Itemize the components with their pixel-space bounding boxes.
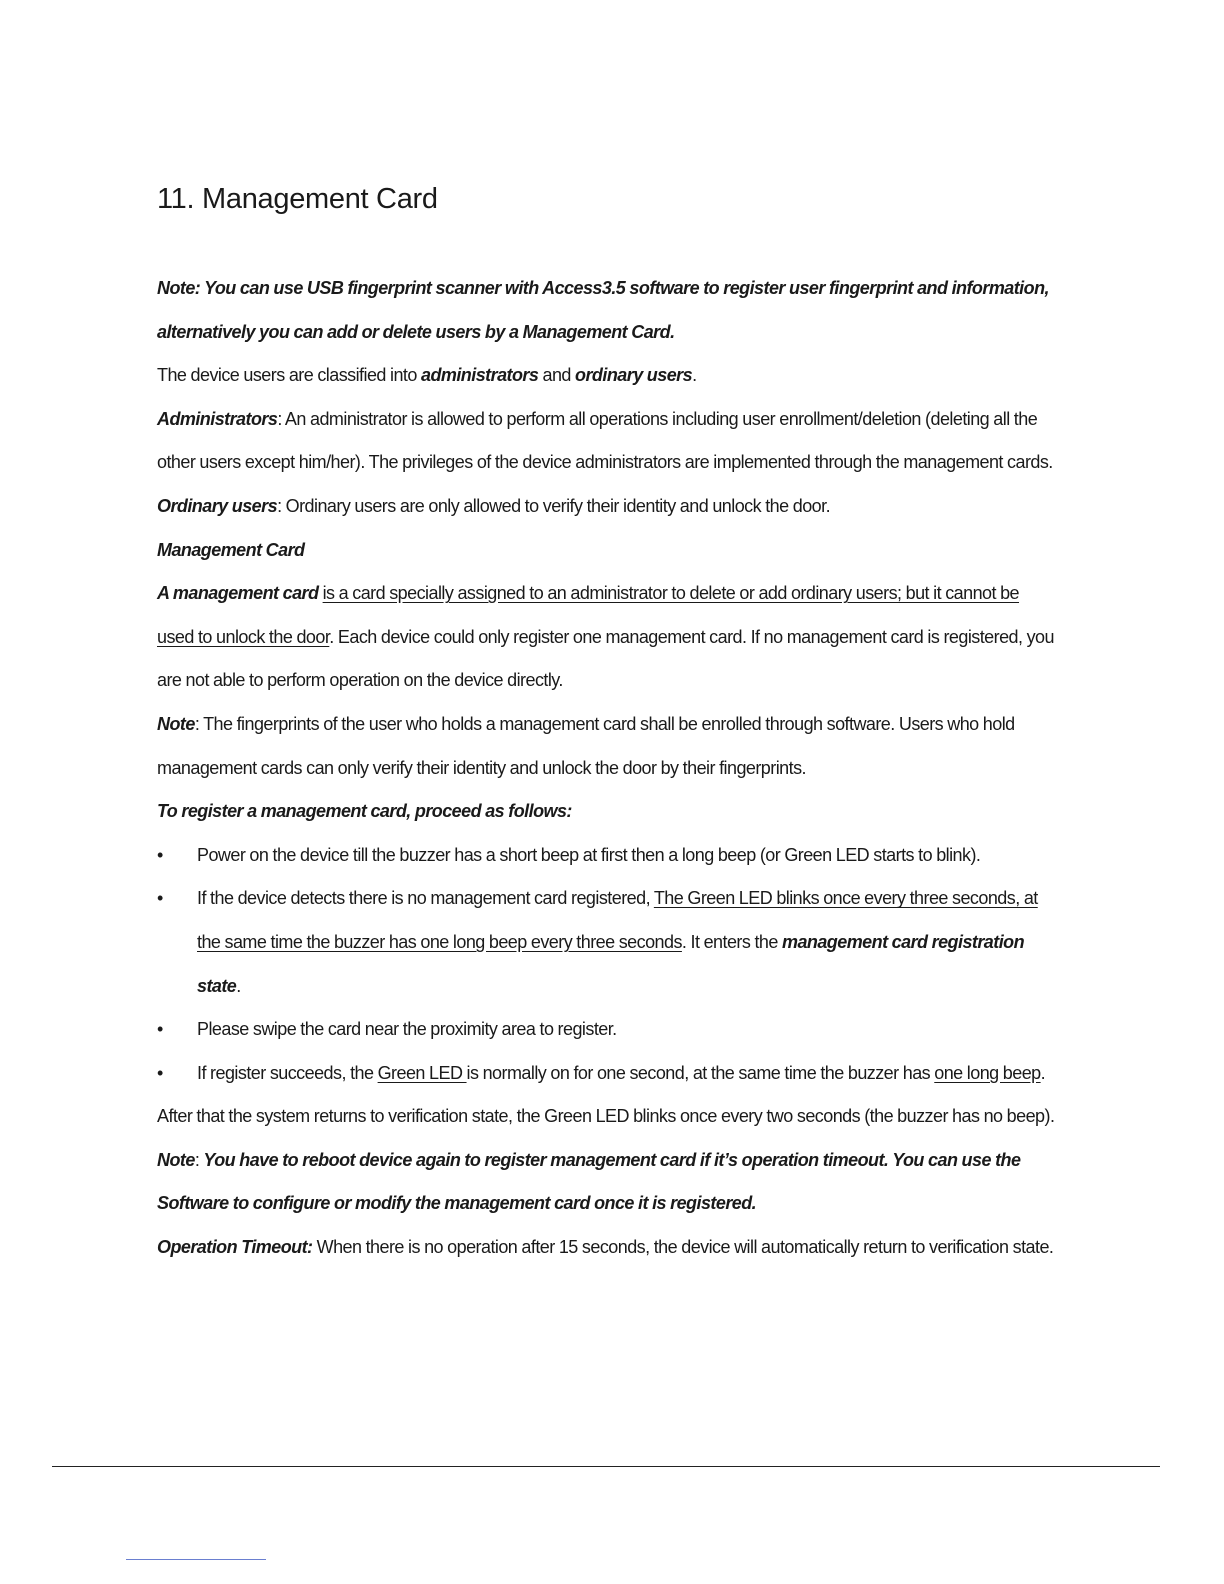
footer-divider: [52, 1466, 1160, 1467]
after-registration: After that the system returns to verification state, the Green LED blinks once every two seconds (the buzzer has no beep).: [157, 1106, 1055, 1127]
timeout-note-text: You have to reboot device again to register management card if it’s operation timeout. You can use the Software to configure or modify the management card once it is registered.: [157, 1149, 1021, 1214]
administrators-definition: [157, 398, 1057, 485]
usb-note: [157, 267, 1057, 354]
bullet-text: . It enters the: [681, 931, 782, 952]
one-long-beep-underlined: one long beep: [934, 1062, 1041, 1083]
ordinary-users-definition: [157, 485, 1057, 529]
bullet-text: If the device detects there is no management card registered,: [197, 888, 654, 909]
note-label: Note: [157, 1149, 195, 1170]
bullet-icon: •: [157, 888, 163, 909]
bullet-icon: •: [157, 1062, 163, 1083]
and-text: and: [538, 365, 576, 386]
bullet-item: [157, 1008, 1057, 1052]
bullet-item: [157, 877, 1057, 1008]
timeout-note: [157, 1139, 1057, 1226]
colon: :: [194, 1149, 204, 1170]
ordinary-users-label: Ordinary users: [157, 495, 278, 516]
period: .: [236, 975, 241, 996]
register-heading: To register a management card, proceed as follows:: [157, 801, 572, 822]
administrators-text: : An administrator is allowed to perform all operations including user enrollment/deletion (deleting all the other users except him/her). The privileges of the device administrators are implemented through the management cards.: [157, 408, 1053, 473]
bullet-text: Power on the device till the buzzer has a short beep at first then a long beep (or Green LED starts to blink).: [197, 844, 981, 865]
usb-note-line2: alternatively you can add or delete users by a Management Card.: [157, 321, 675, 342]
period: .: [1040, 1062, 1046, 1083]
management-card-underlined: is a card specially assigned to an administrator to delete or add ordinary users; but it cannot be used to unlock the door: [157, 583, 1020, 647]
document-body: [157, 267, 1057, 1270]
bullet-text: is normally on for one second, at the same time the buzzer has: [466, 1062, 935, 1083]
classification-text: The device users are classified into: [157, 365, 421, 386]
ordinary-users-term: ordinary users: [575, 365, 693, 386]
management-card-label: A management card: [157, 583, 319, 604]
administrators-term: administrators: [421, 365, 539, 386]
green-led-underlined: Green LED: [377, 1062, 467, 1083]
bullet-text: If register succeeds, the: [197, 1062, 378, 1083]
management-card-heading: Management Card: [157, 539, 305, 560]
fingerprint-note-text: : The fingerprints of the user who holds a management card shall be enrolled through software. Users who hold management cards can only verify their identity and unlock the door by their fingerprints.: [157, 713, 1015, 778]
operation-timeout: [157, 1226, 1057, 1270]
fingerprint-note: [157, 703, 1057, 790]
period: .: [692, 365, 697, 386]
footer-link-underline: [126, 1559, 266, 1560]
administrators-label: Administrators: [157, 408, 278, 429]
user-classification: [157, 354, 1057, 398]
management-card-definition: [157, 572, 1057, 703]
bullet-underlined: The Green LED blinks once every three seconds, at the same time the buzzer has one long beep every three seconds: [197, 888, 1038, 952]
bullet-item: [157, 1052, 1057, 1096]
ordinary-users-text: : Ordinary users are only allowed to verify their identity and unlock the door.: [277, 495, 831, 516]
operation-timeout-text: When there is no operation after 15 seconds, the device will automatically return to verification state.: [312, 1237, 1054, 1258]
note-label: Note: [157, 713, 195, 734]
management-card-text: . Each device could only register one management card. If no management card is registered, you are not able to perform operation on the device directly.: [157, 626, 1054, 691]
bullet-text: Please swipe the card near the proximity area to register.: [197, 1019, 617, 1040]
bullet-icon: •: [157, 1019, 163, 1040]
bullet-icon: •: [157, 844, 163, 865]
usb-note-line1: Note: You can use USB fingerprint scanner with Access3.5 software to register user fingerprint and information,: [157, 278, 1049, 298]
page-title: 11. Management Card: [157, 183, 438, 215]
operation-timeout-label: Operation Timeout:: [157, 1237, 313, 1258]
registration-state-term: management card registration state: [197, 931, 1025, 996]
bullet-item: [157, 834, 1057, 878]
